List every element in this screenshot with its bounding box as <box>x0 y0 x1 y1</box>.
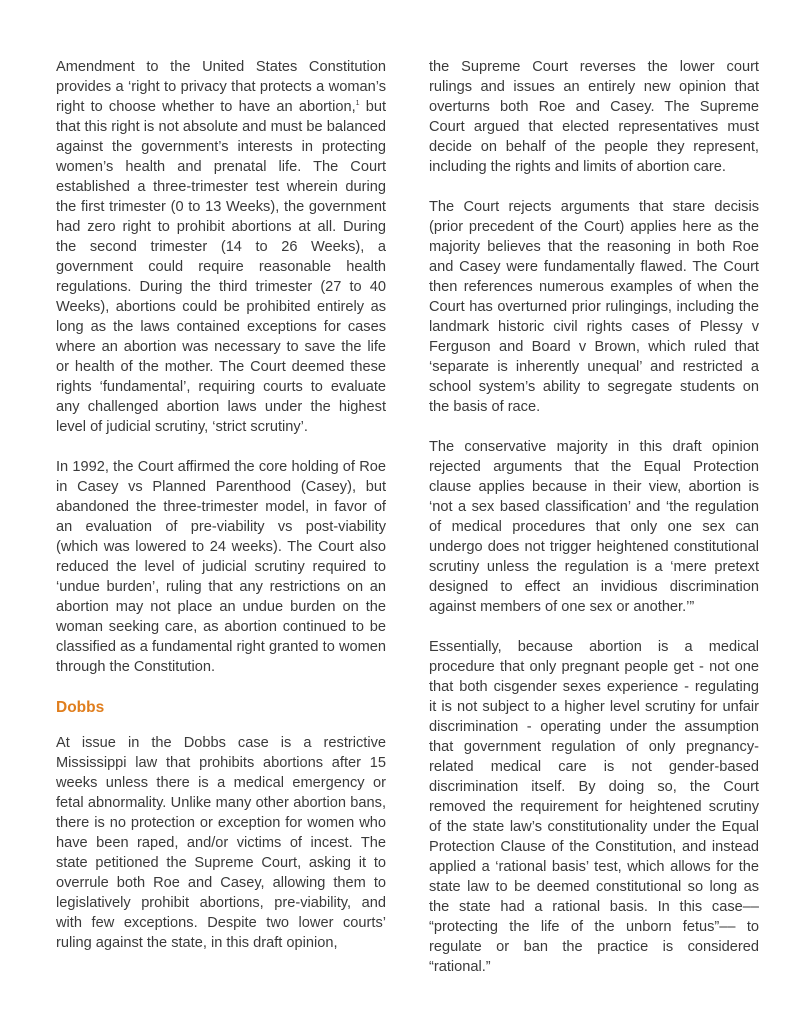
paragraph-rational-basis: Essentially, because abortion is a medical procedure that only pregnant people get - not one that both cisgender sexes experience - regulating it is not subject to a higher level scrutiny for unfair discrimination - operating under the assumption that government regulation of only pregnancy-related medical care is not gender-based discrimination itself. By doing so, the Court removed the requirement for heightened scrutiny of the state law’s constitutionality under the Equal Protection Clause of the Constitution, and instead applied a ‘rational basis’ test, which allows for the state law to be deemed constitutional so long as the state had a rational basis. In this case–– “protecting the life of the unborn fetus”–– to regulate or ban the practice is considered “rational.” <box>429 639 759 975</box>
section-heading-dobbs: Dobbs <box>56 699 105 716</box>
footnote-marker[interactable]: 1 <box>355 100 360 108</box>
left-column <box>56 57 386 953</box>
paragraph-casey: In 1992, the Court affirmed the core holding of Roe in Casey vs Planned Parenthood (Casey), but abandoned the three-trimester model, in favor of an evaluation of pre-viability vs post-viability (which was lowered to 24 weeks). The Court also reduced the level of judicial scrutiny required to ‘undue burden’, ruling that any restrictions on an abortion may not place an undue burden on the woman seeking care, as abortion continued to be classified as a fundamental right granted to women through the Constitution. <box>56 459 386 675</box>
paragraph-roe-privacy <box>56 57 386 437</box>
paragraph-dobbs-issue: At issue in the Dobbs case is a restrictive Mississippi law that prohibits abortions after 15 weeks unless there is a medical emergency or fetal abnormality. Unlike many other abortion bans, there is no protection or exception for women who have been raped, and/or victims of incest. The state petitioned the Supreme Court, asking it to overrule both Roe and Casey, allowing them to legislatively prohibit abortions, pre-viability, and with few exceptions. Despite two lower courts’ ruling against the state, in this draft opinion, <box>56 735 386 951</box>
paragraph-text: Amendment to the United States Constitution provides a ‘right to privacy that protects a woman’s right to choose whether to have an abortion, <box>56 59 386 115</box>
paragraph-equal-protection: The conservative majority in this draft opinion rejected arguments that the Equal Protection clause applies because in their view, abortion is ‘not a sex based classification’ and ‘the regulation of medical procedures that only one sex can undergo does not trigger heightened constitutional scrutiny unless the regulation is a ‘mere pretext designed to effect an invidious discrimination against members of one sex or another.’” <box>429 439 759 615</box>
right-column <box>429 57 759 977</box>
paragraph-stare-decisis: The Court rejects arguments that stare decisis (prior precedent of the Court) applies here as the majority believes that the reasoning in both Roe and Casey were fundamentally flawed. The Court then references numerous examples of when the Court has overturned prior rulingings, including the landmark historic civil rights cases of Plessy v Ferguson and Board v Brown, which ruled that ‘separate is inherently unequal’ and restricted a school system’s ability to segregate students on the basis of race. <box>429 199 759 415</box>
paragraph-text: but that this right is not absolute and must be balanced against the government’s interests in protecting women’s health and prenatal life. The Court established a three-trimester test wherein during the first trimester (0 to 13 Weeks), the government had zero right to prohibit abortions at all. During the second trimester (14 to 26 Weeks), a government could require reasonable health regulations. During the third trimester (27 to 40 Weeks), abortions could be prohibited entirely as long as the laws contained exceptions for cases where an abortion was necessary to save the life or health of the mother. The Court deemed these rights ‘fundamental’, requiring courts to evaluate any challenged abortion laws under the highest level of judicial scrutiny, ‘strict scrutiny’. <box>56 99 386 435</box>
paragraph-supreme-court-reverses: the Supreme Court reverses the lower court rulings and issues an entirely new opinion that overturns both Roe and Casey. The Supreme Court argued that elected representatives must decide on behalf of the people they represent, including the rights and limits of abortion care. <box>429 59 759 175</box>
